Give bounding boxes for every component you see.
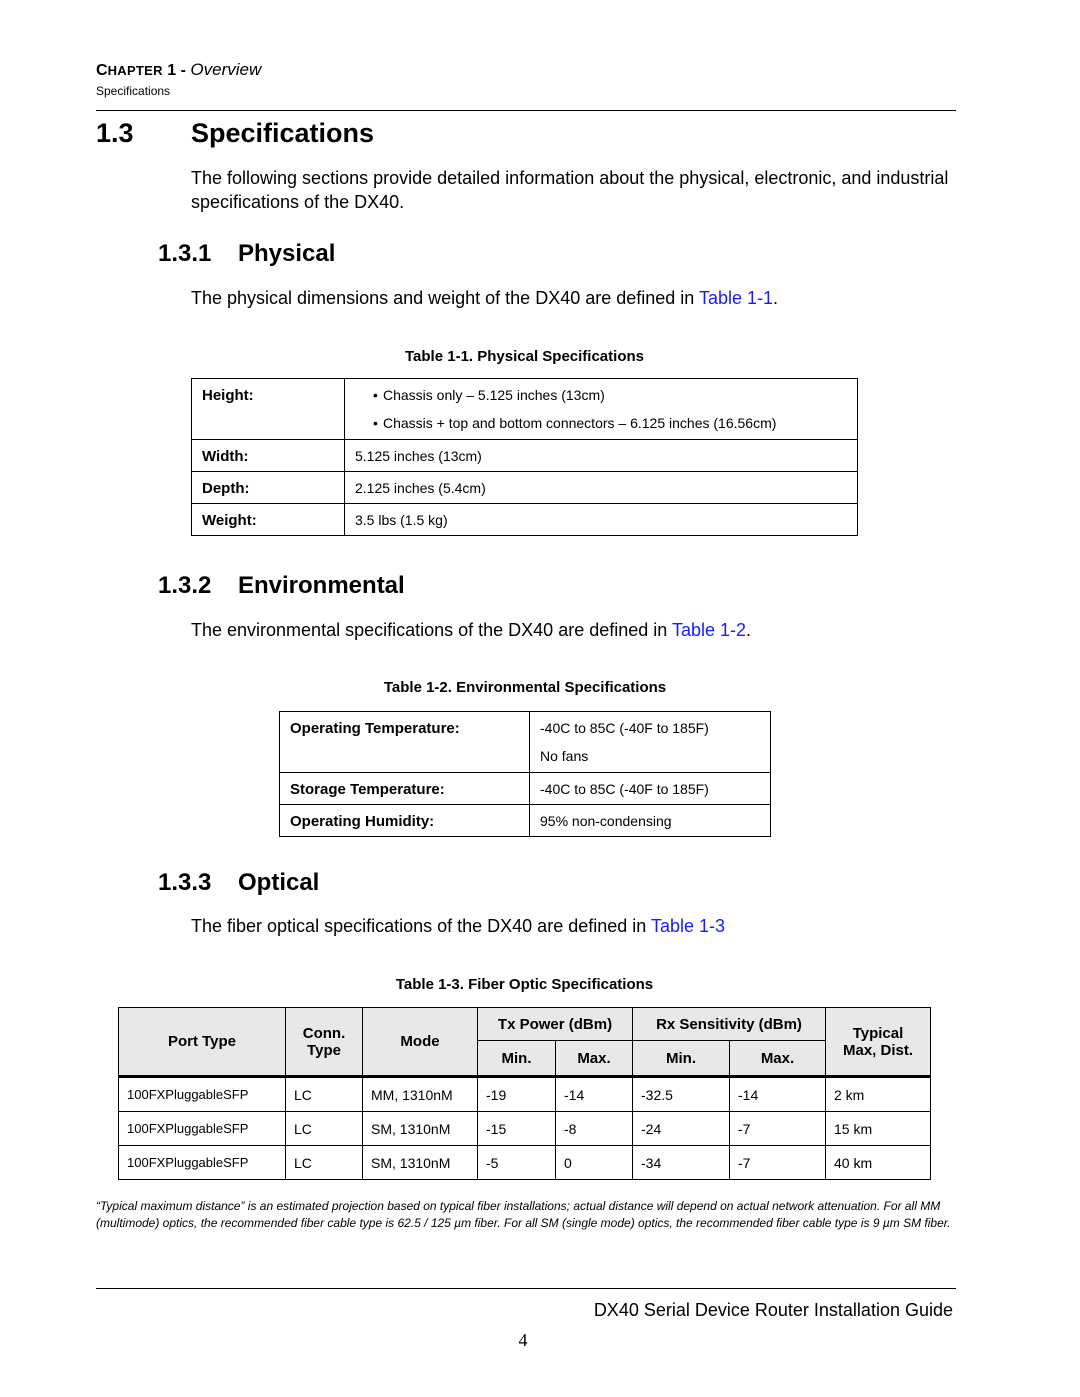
cell-mode: MM, 1310nM (363, 1077, 478, 1112)
section-heading (96, 118, 374, 149)
table-row (280, 712, 771, 773)
environmental-paragraph (191, 618, 951, 642)
cell-distance: 40 km (826, 1146, 931, 1180)
cell-mode: SM, 1310nM (363, 1112, 478, 1146)
section-intro: The following sections provide detailed information about the physical, electronic, and industrial specifications of the DX40. (191, 168, 949, 212)
environmental-text: The environmental specifications of the DX40 are defined in (191, 620, 672, 640)
header-mode: Mode (363, 1008, 478, 1077)
table-row (119, 1112, 931, 1146)
section-title: Specifications (191, 118, 375, 148)
physical-heading (158, 240, 335, 268)
row-value: 95% non-condensing (540, 813, 672, 829)
row-value: -40C to 85C (-40F to 185F) (540, 720, 709, 736)
row-value: • Chassis only – 5.125 inches (13cm) (355, 381, 847, 409)
section-number: 1.3 (96, 118, 134, 148)
optical-number: 1.3.3 (158, 869, 212, 896)
physical-table-caption: Table 1-1. Physical Specifications (405, 348, 644, 365)
header-rx-sensitivity: Rx Sensitivity (dBm) (633, 1008, 826, 1041)
header-tx-max: Max. (556, 1041, 633, 1077)
header-port-type: Port Type (119, 1008, 286, 1077)
table-row (119, 1146, 931, 1180)
row-value: • Chassis + top and bottom connectors – 6.125 inches (16.56cm) (355, 409, 847, 437)
header-conn-line1: Conn. (302, 1024, 346, 1042)
cell-rx-max: -14 (730, 1077, 826, 1112)
chapter-title: Overview (190, 60, 262, 79)
header-conn-type (286, 1008, 363, 1077)
cell-tx-max: -8 (556, 1112, 633, 1146)
optical-heading (158, 869, 319, 897)
environmental-table-link[interactable]: Table 1-2 (671, 620, 747, 640)
physical-paragraph (191, 286, 951, 310)
header-tx-min: Min. (478, 1041, 556, 1077)
cell-rx-min: -34 (633, 1146, 730, 1180)
environmental-table (279, 711, 771, 837)
footer-rule (96, 1288, 956, 1289)
physical-title: Physical (238, 240, 336, 267)
chapter-number: 1 (167, 62, 177, 79)
optical-paragraph (191, 914, 951, 938)
table-row (192, 504, 858, 536)
row-key: Width: (192, 440, 345, 472)
cell-mode: SM, 1310nM (363, 1146, 478, 1180)
environmental-table-caption: Table 1-2. Environmental Specifications (383, 679, 667, 696)
row-value: 2.125 inches (5.4cm) (355, 480, 486, 496)
table-row (192, 440, 858, 472)
chapter-c: C (96, 62, 108, 79)
row-value: No fans (540, 748, 589, 764)
header-conn-line2: Type (307, 1041, 341, 1059)
cell-tx-min: -5 (478, 1146, 556, 1180)
cell-conn: LC (286, 1146, 363, 1180)
cell-distance: 2 km (826, 1077, 931, 1112)
row-value: -40C to 85C (-40F to 185F) (540, 781, 709, 797)
environmental-title: Environmental (238, 572, 405, 599)
cell-distance: 15 km (826, 1112, 931, 1146)
physical-text-end: . (773, 288, 779, 308)
row-key: Height: (192, 379, 345, 440)
row-key: Operating Temperature: (280, 712, 530, 773)
physical-text: The physical dimensions and weight of the DX40 are defined in (191, 288, 699, 308)
physical-table (191, 378, 858, 536)
cell-port-type: 100FXPluggableSFP (119, 1112, 286, 1146)
table-row (192, 379, 858, 440)
physical-number: 1.3.1 (158, 240, 212, 267)
header-typical-max-dist (826, 1008, 931, 1077)
optical-text: The fiber optical specifications of the DX40 are defined in (191, 916, 651, 936)
chapter-dash: - (180, 62, 186, 79)
table-row (280, 773, 771, 805)
row-value: 5.125 inches (13cm) (355, 448, 482, 464)
header-rule (96, 110, 956, 111)
row-key: Storage Temperature: (280, 773, 530, 805)
optical-title: Optical (238, 869, 320, 896)
chapter-rest: HAPTER (107, 63, 163, 78)
cell-port-type: 100FXPluggableSFP (119, 1146, 286, 1180)
header-tx-power: Tx Power (dBm) (478, 1008, 633, 1041)
environmental-number: 1.3.2 (158, 572, 212, 599)
row-key: Weight: (192, 504, 345, 536)
cell-tx-min: -15 (478, 1112, 556, 1146)
row-key: Operating Humidity: (280, 805, 530, 837)
cell-conn: LC (286, 1077, 363, 1112)
environmental-heading (158, 572, 405, 600)
cell-conn: LC (286, 1112, 363, 1146)
header-rx-max: Max. (730, 1041, 826, 1077)
optical-table-caption: Table 1-3. Fiber Optic Specifications (395, 976, 654, 993)
optical-table-link[interactable]: Table 1-3 (650, 916, 726, 936)
cell-tx-max: 0 (556, 1146, 633, 1180)
header-rx-min: Min. (633, 1041, 730, 1077)
table-row (119, 1077, 931, 1112)
cell-tx-min: -19 (478, 1077, 556, 1112)
fiber-optic-table (118, 1007, 931, 1180)
footnote: “Typical maximum distance” is an estimated projection based on typical fiber installations; actual distance will depend on actual network attenuation. For all MM (multimode) optics, the recommended fiber cable type is 62.5 / 125 µm fiber. For all SM (single mode) optics, the recommended fiber cable type is 9 µm SM fiber. (96, 1199, 951, 1230)
guide-title: DX40 Serial Device Router Installation Guide (593, 1300, 953, 1320)
cell-rx-max: -7 (730, 1146, 826, 1180)
row-key: Depth: (192, 472, 345, 504)
cell-port-type: 100FXPluggableSFP (119, 1077, 286, 1112)
physical-table-link[interactable]: Table 1-1 (698, 288, 774, 308)
header-typical-line1: Typical (852, 1024, 904, 1042)
cell-rx-min: -24 (633, 1112, 730, 1146)
running-section-label: Specifications (96, 84, 171, 98)
environmental-text-end: . (746, 620, 752, 640)
table-row (280, 805, 771, 837)
cell-rx-min: -32.5 (633, 1077, 730, 1112)
cell-tx-max: -14 (556, 1077, 633, 1112)
page-number: 4 (518, 1330, 528, 1350)
row-value: 3.5 lbs (1.5 kg) (355, 512, 448, 528)
chapter-header (96, 60, 261, 80)
cell-rx-max: -7 (730, 1112, 826, 1146)
table-row (192, 472, 858, 504)
header-typical-line2: Max, Dist. (842, 1041, 914, 1059)
